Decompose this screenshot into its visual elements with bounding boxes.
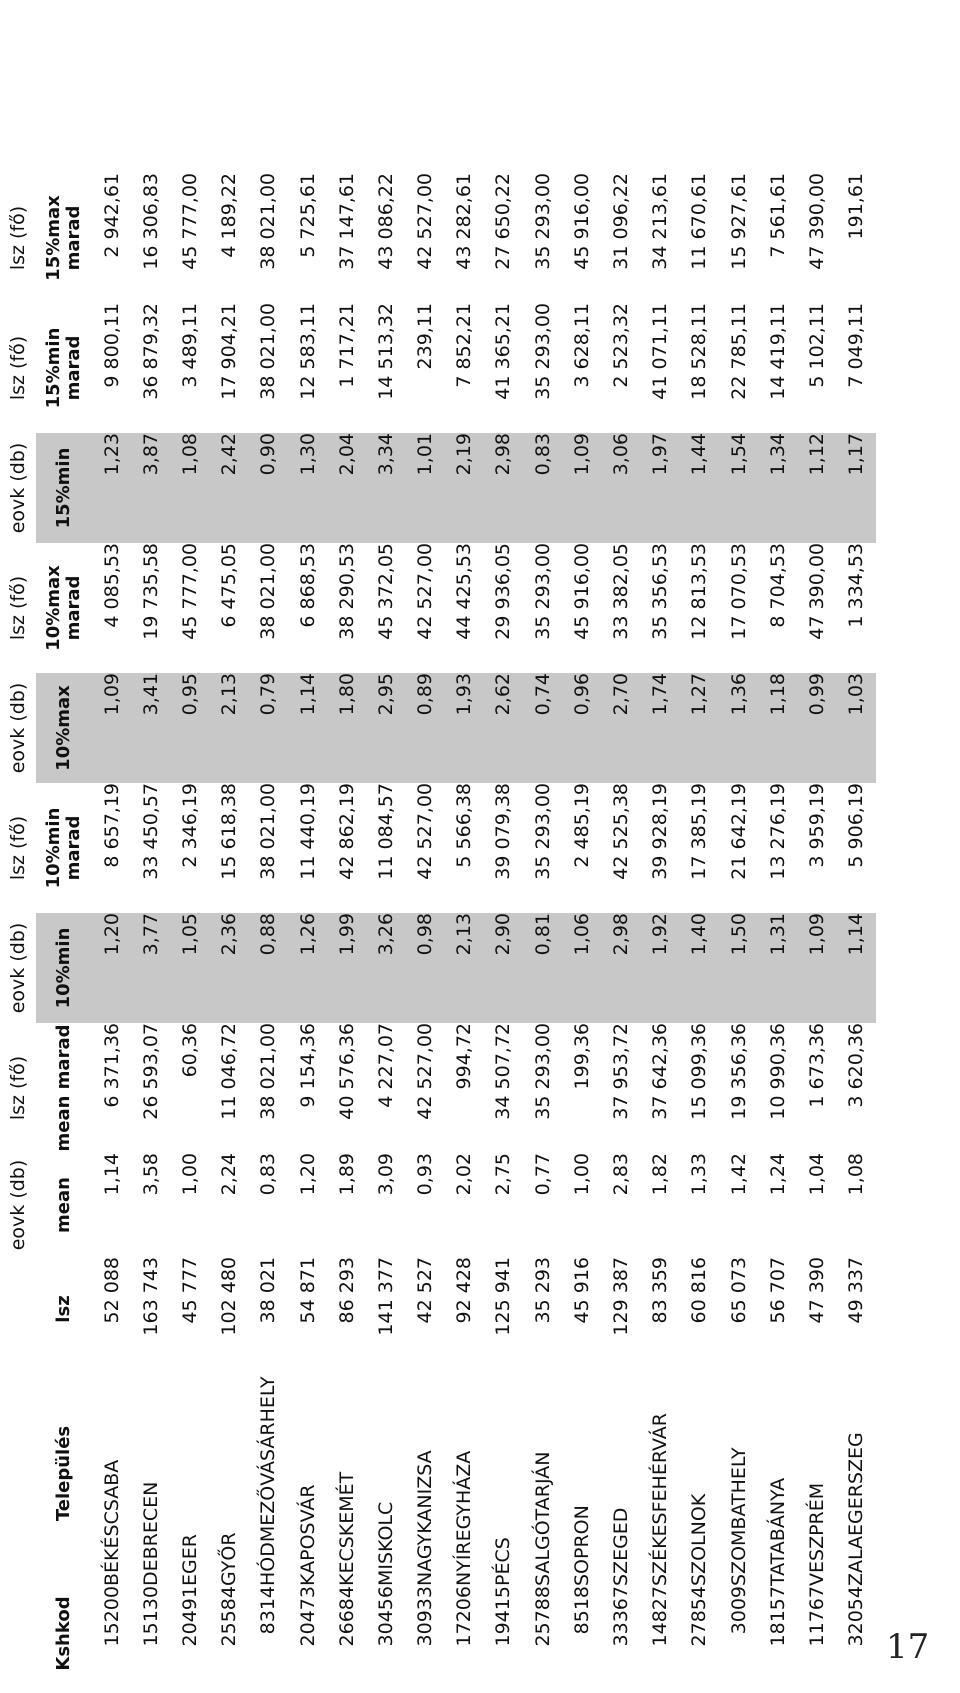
value-cell: 1,30 bbox=[288, 433, 327, 543]
table-row bbox=[131, 173, 170, 1681]
value-cell: 7 561,61 bbox=[766, 173, 789, 258]
value-cell: 1,05 bbox=[170, 913, 209, 1023]
kshkod-cell: 27854 bbox=[688, 1586, 711, 1647]
value-cell: 2,36 bbox=[210, 913, 249, 1023]
value-cell: 6 371,36 bbox=[100, 1023, 123, 1108]
column-header: lsz bbox=[53, 1295, 74, 1323]
value-cell: 38 290,53 bbox=[335, 543, 358, 640]
value-cell: 39 079,38 bbox=[492, 783, 515, 880]
table-row bbox=[445, 173, 484, 1681]
value-cell: 42 527,00 bbox=[414, 543, 437, 640]
table-row bbox=[92, 173, 131, 1681]
value-cell: 1,01 bbox=[406, 433, 445, 543]
value-cell: 47 390 bbox=[805, 1257, 828, 1324]
telepules-cell: KECSKEMÉT bbox=[335, 1471, 358, 1586]
value-cell: 0,79 bbox=[249, 673, 288, 783]
telepules-cell: PÉCS bbox=[492, 1537, 515, 1586]
kshkod-cell: 20473 bbox=[296, 1586, 319, 1647]
column-header: 15%max marad bbox=[43, 195, 84, 281]
value-cell: 2,13 bbox=[445, 913, 484, 1023]
value-cell: 27 650,22 bbox=[492, 173, 515, 270]
value-cell: 45 777 bbox=[178, 1257, 201, 1324]
value-cell: 35 293,00 bbox=[531, 543, 554, 640]
value-cell: 14 513,32 bbox=[374, 303, 397, 400]
kshkod-cell: 26684 bbox=[335, 1586, 358, 1647]
value-cell: 36 879,32 bbox=[139, 303, 162, 400]
value-cell: 5 102,11 bbox=[805, 303, 828, 388]
value-cell: 1,20 bbox=[296, 1153, 319, 1196]
value-cell: 2 346,19 bbox=[178, 783, 201, 868]
value-cell: 1,26 bbox=[288, 913, 327, 1023]
value-cell: 1,04 bbox=[805, 1153, 828, 1196]
value-cell: 3 489,11 bbox=[178, 303, 201, 388]
kshkod-cell: 14827 bbox=[649, 1586, 672, 1647]
telepules-cell: ZALAEGERSZEG bbox=[845, 1432, 868, 1586]
value-cell: 1,92 bbox=[641, 913, 680, 1023]
kshkod-cell: 18157 bbox=[766, 1586, 789, 1647]
value-cell: 1,89 bbox=[335, 1153, 358, 1196]
value-cell: 1,42 bbox=[727, 1153, 750, 1196]
value-cell: 0,77 bbox=[531, 1153, 554, 1196]
telepules-cell: BÉKÉSCSABA bbox=[100, 1459, 123, 1586]
value-cell: 37 642,36 bbox=[649, 1023, 672, 1120]
value-cell: 1,00 bbox=[570, 1153, 593, 1196]
header-unit-cell: lsz (fő) bbox=[7, 575, 29, 641]
value-cell: 1,06 bbox=[562, 913, 601, 1023]
value-cell: 1,97 bbox=[641, 433, 680, 543]
value-cell: 2,13 bbox=[210, 673, 249, 783]
value-cell: 2,70 bbox=[601, 673, 640, 783]
kshkod-cell: 3009 bbox=[727, 1586, 750, 1635]
telepules-cell: HÓDMEZŐVÁSÁRHELY bbox=[257, 1376, 280, 1586]
value-cell: 38 021,00 bbox=[257, 783, 280, 880]
table-row bbox=[837, 173, 876, 1681]
value-cell: 15 927,61 bbox=[727, 173, 750, 270]
page-number: 17 bbox=[886, 1627, 930, 1667]
value-cell: 7 852,21 bbox=[453, 303, 476, 388]
header-unit-cell: lsz (fő) bbox=[7, 205, 29, 271]
kshkod-cell: 32054 bbox=[845, 1586, 868, 1647]
value-cell: 2,42 bbox=[210, 433, 249, 543]
column-header: 15%min marad bbox=[43, 327, 84, 409]
value-cell: 1,82 bbox=[649, 1153, 672, 1196]
value-cell: 0,83 bbox=[257, 1153, 280, 1196]
value-cell: 1,18 bbox=[758, 673, 797, 783]
value-cell: 2,19 bbox=[445, 433, 484, 543]
telepules-cell: VESZPRÉM bbox=[805, 1482, 828, 1586]
column-header: 15%min bbox=[36, 433, 92, 543]
telepules-cell: NYÍREGYHÁZA bbox=[453, 1450, 476, 1586]
value-cell: 8 704,53 bbox=[766, 543, 789, 628]
value-cell: 2,98 bbox=[601, 913, 640, 1023]
table-row bbox=[601, 173, 640, 1681]
value-cell: 3,09 bbox=[374, 1153, 397, 1196]
value-cell: 38 021 bbox=[257, 1257, 280, 1324]
value-cell: 45 372,05 bbox=[374, 543, 397, 640]
value-cell: 2 942,61 bbox=[100, 173, 123, 258]
value-cell: 0,93 bbox=[414, 1153, 437, 1196]
value-cell: 1,14 bbox=[288, 673, 327, 783]
column-header: 10%min marad bbox=[43, 807, 84, 889]
value-cell: 60,36 bbox=[178, 1023, 201, 1078]
table-row bbox=[758, 173, 797, 1681]
value-cell: 1,80 bbox=[327, 673, 366, 783]
value-cell: 10 990,36 bbox=[766, 1023, 789, 1120]
telepules-cell: SZÉKESFEHÉRVÁR bbox=[649, 1413, 672, 1586]
header-unit-cell bbox=[0, 1361, 36, 1586]
value-cell: 1 717,21 bbox=[335, 303, 358, 388]
value-cell: 12 583,11 bbox=[296, 303, 319, 400]
kshkod-cell: 30933 bbox=[414, 1586, 437, 1647]
header-unit-cell: eovk (db) bbox=[7, 442, 29, 534]
table-row bbox=[406, 173, 445, 1681]
value-cell: 1,27 bbox=[680, 673, 719, 783]
value-cell: 2,02 bbox=[453, 1153, 476, 1196]
value-cell: 35 293,00 bbox=[531, 303, 554, 400]
value-cell: 0,83 bbox=[523, 433, 562, 543]
kshkod-cell: 30456 bbox=[374, 1586, 397, 1647]
value-cell: 1,54 bbox=[719, 433, 758, 543]
value-cell: 3,87 bbox=[131, 433, 170, 543]
value-cell: 1,50 bbox=[719, 913, 758, 1023]
value-cell: 9 154,36 bbox=[296, 1023, 319, 1108]
value-cell: 0,99 bbox=[797, 673, 836, 783]
value-cell: 11 670,61 bbox=[688, 173, 711, 270]
kshkod-cell: 25584 bbox=[218, 1586, 241, 1647]
value-cell: 1,09 bbox=[562, 433, 601, 543]
data-table bbox=[0, 173, 876, 1681]
value-cell: 9 800,11 bbox=[100, 303, 123, 388]
column-header: Település bbox=[53, 1425, 74, 1522]
value-cell: 1 334,53 bbox=[845, 543, 868, 628]
value-cell: 17 385,19 bbox=[688, 783, 711, 880]
value-cell: 6 475,05 bbox=[218, 543, 241, 628]
header-top-row bbox=[0, 173, 36, 1681]
value-cell: 3 959,19 bbox=[805, 783, 828, 868]
value-cell: 42 527,00 bbox=[414, 173, 437, 270]
header-unit-cell: eovk (db) bbox=[7, 1159, 29, 1251]
kshkod-cell: 19415 bbox=[492, 1586, 515, 1647]
value-cell: 1,08 bbox=[845, 1153, 868, 1196]
telepules-cell: SALGÓTARJÁN bbox=[531, 1451, 554, 1586]
value-cell: 60 816 bbox=[688, 1257, 711, 1324]
value-cell: 1,93 bbox=[445, 673, 484, 783]
kshkod-cell: 17206 bbox=[453, 1586, 476, 1647]
value-cell: 0,90 bbox=[249, 433, 288, 543]
value-cell: 1,20 bbox=[92, 913, 131, 1023]
value-cell: 42 527,00 bbox=[414, 1023, 437, 1120]
value-cell: 13 276,19 bbox=[766, 783, 789, 880]
value-cell: 141 377 bbox=[374, 1257, 397, 1336]
value-cell: 0,98 bbox=[406, 913, 445, 1023]
value-cell: 1,08 bbox=[170, 433, 209, 543]
value-cell: 3,26 bbox=[366, 913, 405, 1023]
header-unit-cell: eovk (db) bbox=[7, 922, 29, 1014]
value-cell: 42 862,19 bbox=[335, 783, 358, 880]
value-cell: 191,61 bbox=[845, 173, 868, 240]
kshkod-cell: 8314 bbox=[257, 1586, 280, 1635]
value-cell: 129 387 bbox=[610, 1257, 633, 1336]
telepules-cell: MISKOLC bbox=[374, 1501, 397, 1586]
value-cell: 38 021,00 bbox=[257, 303, 280, 400]
value-cell: 8 657,19 bbox=[100, 783, 123, 868]
telepules-cell: DEBRECEN bbox=[139, 1481, 162, 1586]
value-cell: 1,24 bbox=[766, 1153, 789, 1196]
telepules-cell: KAPOSVÁR bbox=[296, 1484, 319, 1586]
value-cell: 0,89 bbox=[406, 673, 445, 783]
value-cell: 16 306,83 bbox=[139, 173, 162, 270]
value-cell: 33 382,05 bbox=[610, 543, 633, 640]
value-cell: 2,83 bbox=[610, 1153, 633, 1196]
table-row bbox=[288, 173, 327, 1681]
value-cell: 11 440,19 bbox=[296, 783, 319, 880]
value-cell: 43 282,61 bbox=[453, 173, 476, 270]
value-cell: 1,12 bbox=[797, 433, 836, 543]
value-cell: 52 088 bbox=[100, 1257, 123, 1324]
value-cell: 4 189,22 bbox=[218, 173, 241, 258]
value-cell: 17 904,21 bbox=[218, 303, 241, 400]
table-row bbox=[719, 173, 758, 1681]
value-cell: 3,34 bbox=[366, 433, 405, 543]
value-cell: 35 293,00 bbox=[531, 1023, 554, 1120]
telepules-cell: SOPRON bbox=[570, 1505, 593, 1586]
header-unit-cell: lsz (fő) bbox=[7, 1055, 29, 1121]
value-cell: 1,14 bbox=[837, 913, 876, 1023]
value-cell: 2,24 bbox=[218, 1153, 241, 1196]
value-cell: 3 620,36 bbox=[845, 1023, 868, 1108]
value-cell: 0,95 bbox=[170, 673, 209, 783]
value-cell: 31 096,22 bbox=[610, 173, 633, 270]
value-cell: 1,00 bbox=[178, 1153, 201, 1196]
value-cell: 1,36 bbox=[719, 673, 758, 783]
column-header: mean marad bbox=[53, 1024, 74, 1152]
value-cell: 42 525,38 bbox=[610, 783, 633, 880]
value-cell: 0,74 bbox=[523, 673, 562, 783]
value-cell: 41 365,21 bbox=[492, 303, 515, 400]
value-cell: 45 916,00 bbox=[570, 543, 593, 640]
value-cell: 2,75 bbox=[492, 1153, 515, 1196]
value-cell: 2 523,32 bbox=[610, 303, 633, 388]
value-cell: 38 021,00 bbox=[257, 1023, 280, 1120]
value-cell: 1 673,36 bbox=[805, 1023, 828, 1108]
value-cell: 2,98 bbox=[484, 433, 523, 543]
header-unit-cell bbox=[0, 1257, 36, 1361]
value-cell: 1,09 bbox=[797, 913, 836, 1023]
value-cell: 2,04 bbox=[327, 433, 366, 543]
value-cell: 47 390,00 bbox=[805, 543, 828, 640]
value-cell: 239,11 bbox=[414, 303, 437, 370]
telepules-cell: TATABÁNYA bbox=[766, 1477, 789, 1586]
value-cell: 21 642,19 bbox=[727, 783, 750, 880]
value-cell: 19 356,36 bbox=[727, 1023, 750, 1120]
value-cell: 1,17 bbox=[837, 433, 876, 543]
value-cell: 7 049,11 bbox=[845, 303, 868, 388]
value-cell: 45 916,00 bbox=[570, 173, 593, 270]
kshkod-cell: 15200 bbox=[100, 1586, 123, 1647]
value-cell: 83 359 bbox=[649, 1257, 672, 1324]
column-header: 10%max marad bbox=[43, 565, 84, 651]
value-cell: 33 450,57 bbox=[139, 783, 162, 880]
value-cell: 43 086,22 bbox=[374, 173, 397, 270]
value-cell: 86 293 bbox=[335, 1257, 358, 1324]
value-cell: 17 070,53 bbox=[727, 543, 750, 640]
value-cell: 6 868,53 bbox=[296, 543, 319, 628]
value-cell: 29 936,05 bbox=[492, 543, 515, 640]
value-cell: 0,81 bbox=[523, 913, 562, 1023]
table-row bbox=[484, 173, 523, 1681]
value-cell: 35 356,53 bbox=[649, 543, 672, 640]
column-header: Kshkod bbox=[53, 1596, 74, 1671]
value-cell: 1,09 bbox=[92, 673, 131, 783]
value-cell: 47 390,00 bbox=[805, 173, 828, 270]
value-cell: 2,95 bbox=[366, 673, 405, 783]
value-cell: 1,74 bbox=[641, 673, 680, 783]
table-row bbox=[797, 173, 836, 1681]
telepules-cell: SZEGED bbox=[610, 1507, 633, 1586]
value-cell: 39 928,19 bbox=[649, 783, 672, 880]
telepules-cell: NAGYKANIZSA bbox=[414, 1450, 437, 1586]
table-row bbox=[523, 173, 562, 1681]
table-row bbox=[562, 173, 601, 1681]
value-cell: 1,44 bbox=[680, 433, 719, 543]
value-cell: 42 527 bbox=[414, 1257, 437, 1324]
value-cell: 38 021,00 bbox=[257, 543, 280, 640]
value-cell: 34 507,72 bbox=[492, 1023, 515, 1120]
value-cell: 45 777,00 bbox=[178, 173, 201, 270]
value-cell: 56 707 bbox=[766, 1257, 789, 1324]
kshkod-cell: 33367 bbox=[610, 1586, 633, 1647]
table-row bbox=[680, 173, 719, 1681]
value-cell: 1,99 bbox=[327, 913, 366, 1023]
value-cell: 0,96 bbox=[562, 673, 601, 783]
column-header: 10%min bbox=[36, 913, 92, 1023]
value-cell: 44 425,53 bbox=[453, 543, 476, 640]
value-cell: 22 785,11 bbox=[727, 303, 750, 400]
telepules-cell: SZOMBATHELY bbox=[727, 1447, 750, 1586]
table-row bbox=[641, 173, 680, 1681]
value-cell: 3,58 bbox=[139, 1153, 162, 1196]
value-cell: 37 147,61 bbox=[335, 173, 358, 270]
value-cell: 102 480 bbox=[218, 1257, 241, 1336]
value-cell: 35 293,00 bbox=[531, 173, 554, 270]
table-row bbox=[327, 173, 366, 1681]
value-cell: 1,34 bbox=[758, 433, 797, 543]
table-row bbox=[170, 173, 209, 1681]
value-cell: 5 725,61 bbox=[296, 173, 319, 258]
value-cell: 994,72 bbox=[453, 1023, 476, 1090]
telepules-cell: EGER bbox=[178, 1534, 201, 1586]
column-header: mean bbox=[53, 1177, 74, 1233]
kshkod-cell: 20491 bbox=[178, 1586, 201, 1647]
value-cell: 37 953,72 bbox=[610, 1023, 633, 1120]
value-cell: 2,62 bbox=[484, 673, 523, 783]
value-cell: 18 528,11 bbox=[688, 303, 711, 400]
value-cell: 2 485,19 bbox=[570, 783, 593, 868]
value-cell: 92 428 bbox=[453, 1257, 476, 1324]
header-unit-cell: lsz (fő) bbox=[7, 335, 29, 401]
value-cell: 1,23 bbox=[92, 433, 131, 543]
value-cell: 3,06 bbox=[601, 433, 640, 543]
header-unit-cell: lsz (fő) bbox=[7, 815, 29, 881]
kshkod-cell: 11767 bbox=[805, 1586, 828, 1647]
value-cell: 199,36 bbox=[570, 1023, 593, 1090]
column-header: 10%max bbox=[36, 673, 92, 783]
value-cell: 3 628,11 bbox=[570, 303, 593, 388]
kshkod-cell: 25788 bbox=[531, 1586, 554, 1647]
value-cell: 38 021,00 bbox=[257, 173, 280, 270]
value-cell: 35 293 bbox=[531, 1257, 554, 1324]
value-cell: 26 593,07 bbox=[139, 1023, 162, 1120]
value-cell: 65 073 bbox=[727, 1257, 750, 1324]
value-cell: 35 293,00 bbox=[531, 783, 554, 880]
value-cell: 12 813,53 bbox=[688, 543, 711, 640]
value-cell: 15 618,38 bbox=[218, 783, 241, 880]
value-cell: 3,41 bbox=[131, 673, 170, 783]
value-cell: 1,40 bbox=[680, 913, 719, 1023]
header-unit-cell: eovk (db) bbox=[7, 682, 29, 774]
value-cell: 1,33 bbox=[688, 1153, 711, 1196]
value-cell: 163 743 bbox=[139, 1257, 162, 1336]
value-cell: 34 213,61 bbox=[649, 173, 672, 270]
table-row bbox=[249, 173, 288, 1681]
telepules-cell: SZOLNOK bbox=[688, 1493, 711, 1586]
value-cell: 125 941 bbox=[492, 1257, 515, 1336]
value-cell: 19 735,58 bbox=[139, 543, 162, 640]
value-cell: 4 085,53 bbox=[100, 543, 123, 628]
value-cell: 14 419,11 bbox=[766, 303, 789, 400]
table-body bbox=[92, 173, 876, 1681]
value-cell: 45 777,00 bbox=[178, 543, 201, 640]
value-cell: 2,90 bbox=[484, 913, 523, 1023]
header-unit-cell bbox=[0, 1586, 36, 1681]
value-cell: 1,14 bbox=[100, 1153, 123, 1196]
value-cell: 11 084,57 bbox=[374, 783, 397, 880]
value-cell: 1,31 bbox=[758, 913, 797, 1023]
value-cell: 3,77 bbox=[131, 913, 170, 1023]
value-cell: 49 337 bbox=[845, 1257, 868, 1324]
value-cell: 11 046,72 bbox=[218, 1023, 241, 1120]
value-cell: 40 576,36 bbox=[335, 1023, 358, 1120]
table-row bbox=[366, 173, 405, 1681]
value-cell: 41 071,11 bbox=[649, 303, 672, 400]
header-row bbox=[36, 173, 92, 1681]
telepules-cell: GYŐR bbox=[218, 1532, 241, 1586]
value-cell: 5 906,19 bbox=[845, 783, 868, 868]
value-cell: 42 527,00 bbox=[414, 783, 437, 880]
value-cell: 45 916 bbox=[570, 1257, 593, 1324]
value-cell: 15 099,36 bbox=[688, 1023, 711, 1120]
value-cell: 5 566,38 bbox=[453, 783, 476, 868]
kshkod-cell: 8518 bbox=[570, 1586, 593, 1635]
value-cell: 0,88 bbox=[249, 913, 288, 1023]
kshkod-cell: 15130 bbox=[139, 1586, 162, 1647]
value-cell: 1,03 bbox=[837, 673, 876, 783]
value-cell: 54 871 bbox=[296, 1257, 319, 1324]
table-row bbox=[210, 173, 249, 1681]
value-cell: 4 227,07 bbox=[374, 1023, 397, 1108]
